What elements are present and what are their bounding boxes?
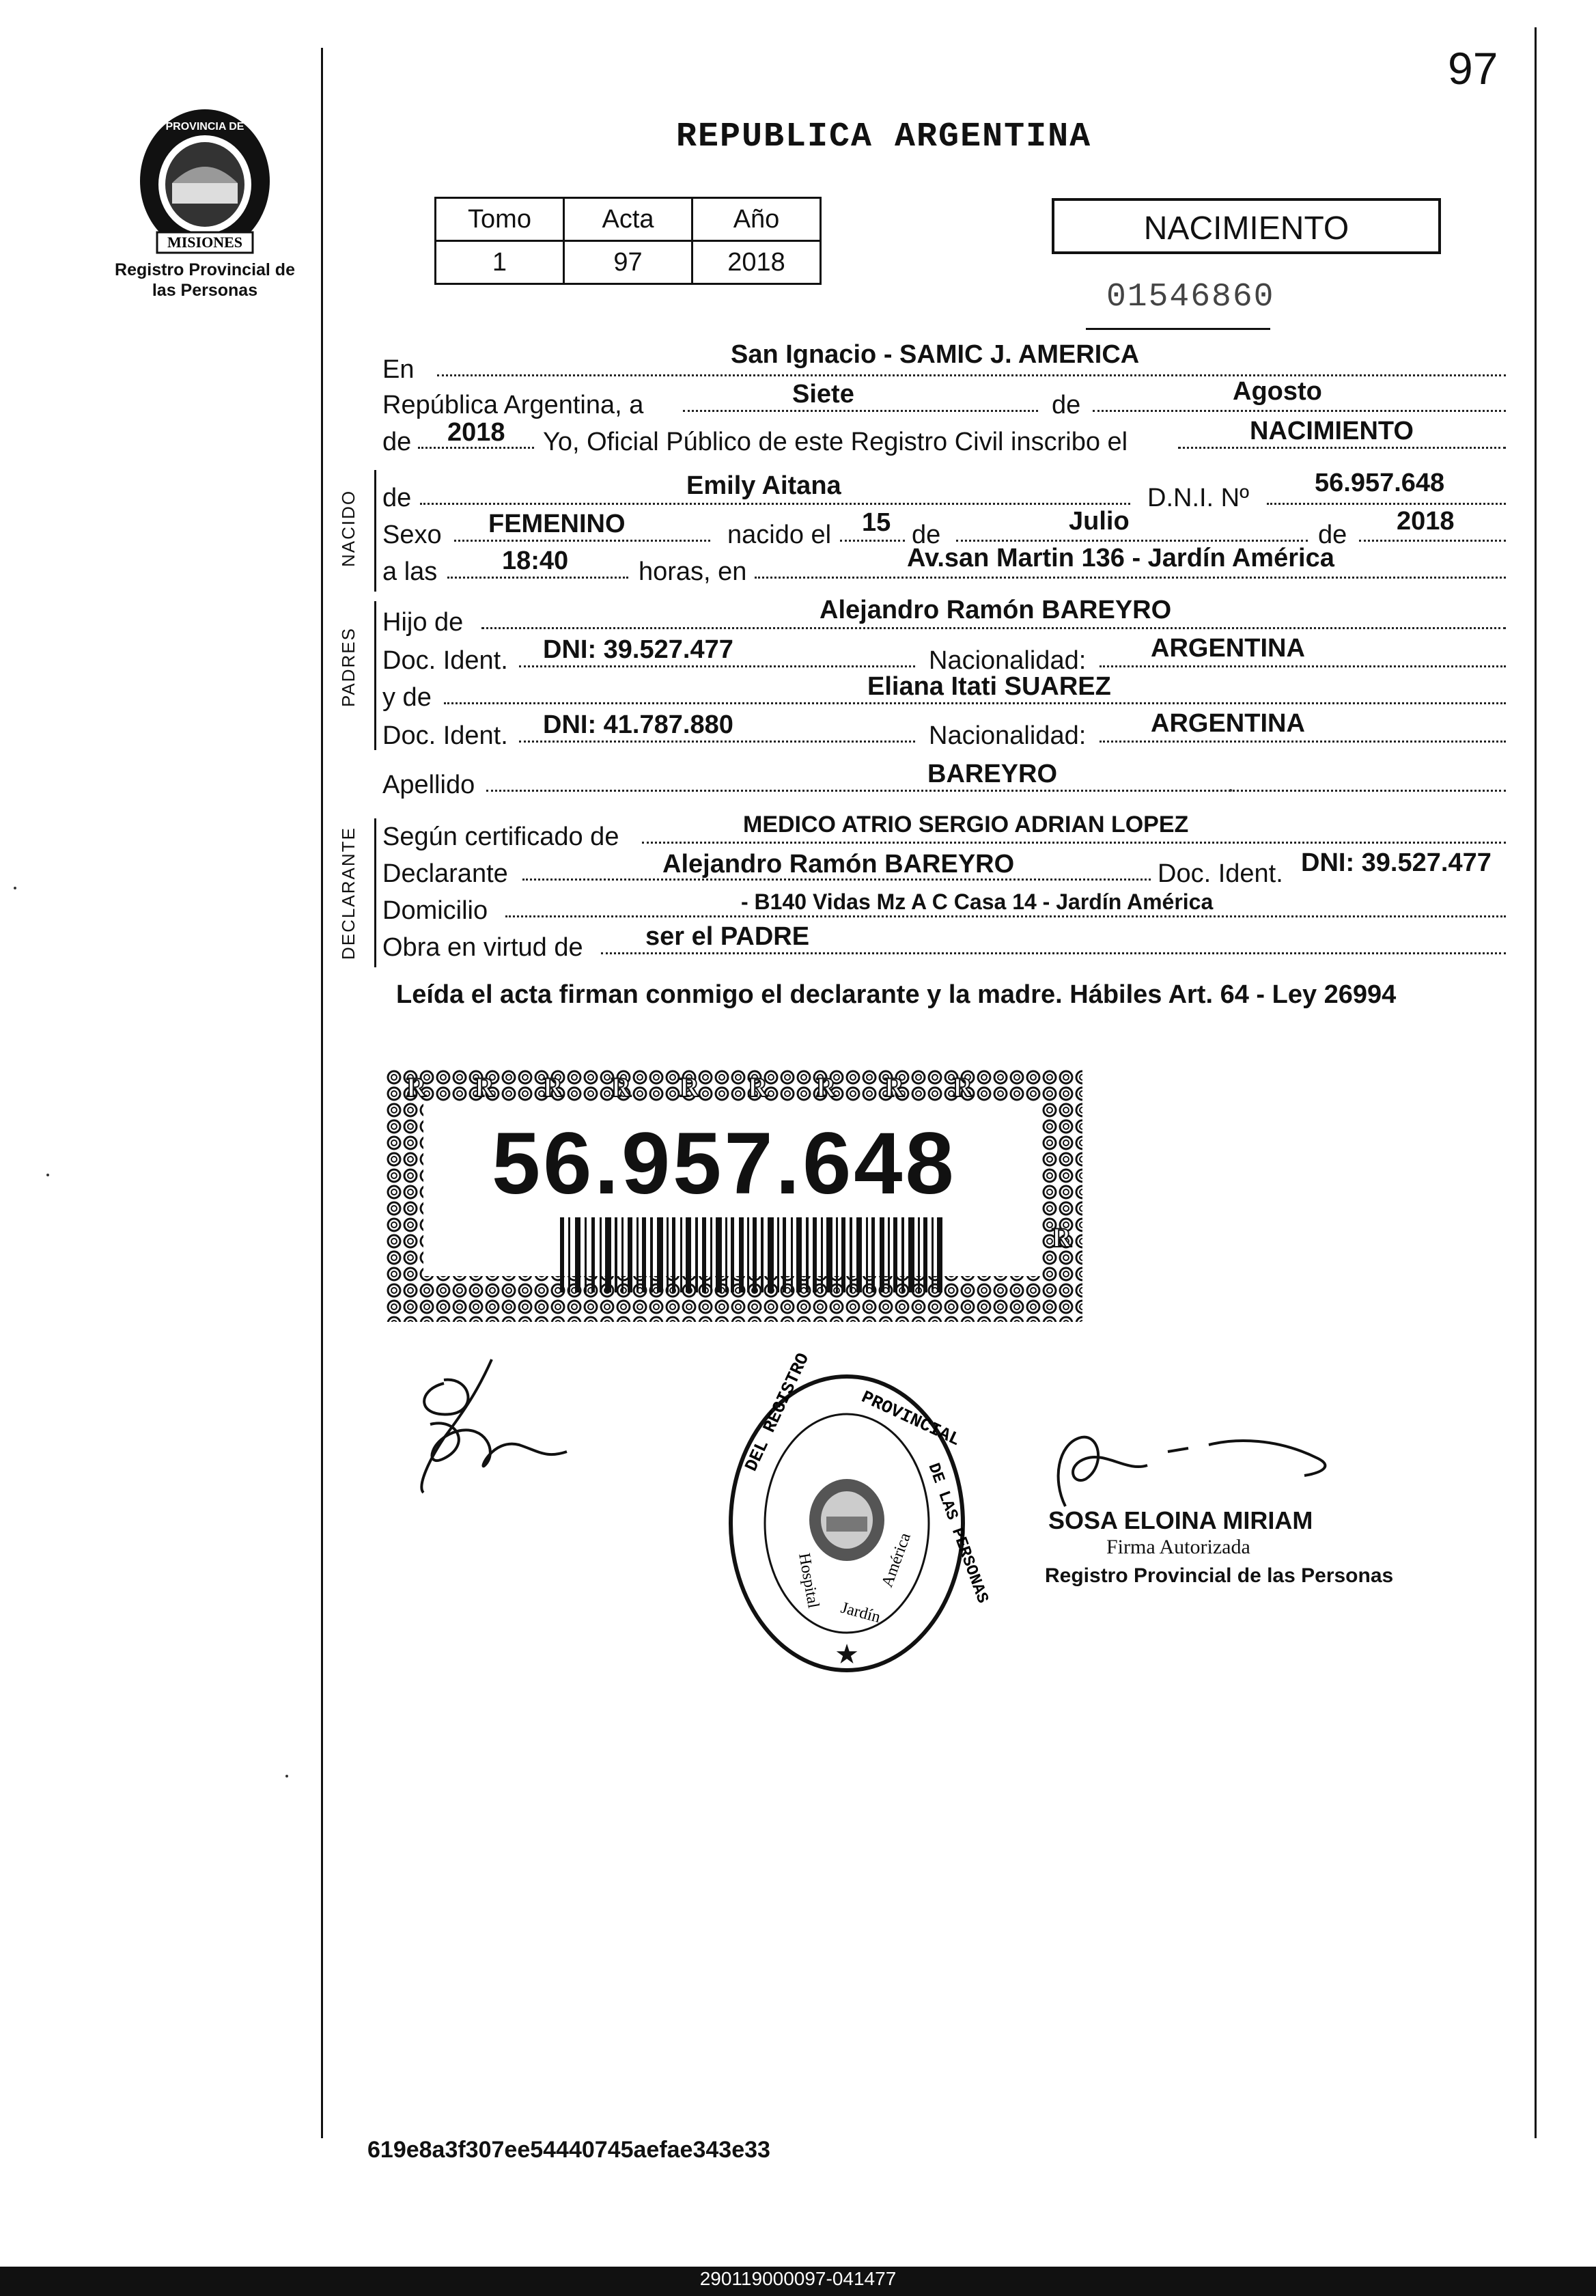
scan-speck (1229, 789, 1232, 792)
obra-label: Obra en virtud de (382, 933, 583, 962)
svg-text:★: ★ (835, 1640, 859, 1670)
birth-time-value: 18:40 (502, 547, 569, 575)
republic-label: República Argentina, a (382, 391, 644, 419)
padres-divider (374, 601, 376, 750)
y-de-label: y de (382, 683, 432, 712)
father-doc-label: Doc. Ident. (382, 646, 508, 675)
domicilio-label: Domicilio (382, 896, 488, 925)
mother-name-value: Eliana Itati SUAREZ (867, 672, 1111, 701)
dotted-line (444, 702, 1506, 704)
dotted-line (1093, 410, 1506, 412)
svg-text:R: R (543, 1072, 563, 1103)
dotted-line (683, 410, 1038, 412)
svg-text:R: R (748, 1072, 768, 1103)
hijo-de-label: Hijo de (382, 608, 464, 637)
birth-month-value: Julio (1069, 507, 1130, 536)
certificate-value: MEDICO ATRIO SERGIO ADRIAN LOPEZ (743, 812, 1189, 838)
page-number: 97 (1448, 43, 1498, 94)
record-type-box: NACIMIENTO (1052, 198, 1441, 254)
nacido-de-label: de (382, 484, 412, 512)
domicilio-value: - B140 Vidas Mz A C Casa 14 - Jardín América (741, 889, 1214, 914)
footer-code: 290119000097-041477 (699, 2268, 897, 2289)
mother-nationality-value: ARGENTINA (1151, 709, 1305, 738)
de-year-label: de (382, 428, 412, 456)
notes-text: Leída el acta firman conmigo el declarante y la madre. Hábiles Art. 64 - Ley 26994 (396, 980, 1397, 1009)
declarante-name-value: Alejandro Ramón BAREYRO (662, 850, 1015, 879)
certificate-label: Según certificado de (382, 822, 619, 851)
dotted-line (642, 842, 1506, 844)
en-label: En (382, 355, 415, 384)
serial-underline (1086, 328, 1270, 330)
father-name-value: Alejandro Ramón BAREYRO (820, 596, 1172, 624)
padres-section-label: PADRES (338, 627, 359, 707)
dotted-line (486, 790, 1506, 792)
act-value: NACIMIENTO (1250, 417, 1414, 445)
serial-number: 01546860 (1106, 279, 1275, 316)
dotted-line (519, 741, 915, 743)
dotted-line (840, 540, 905, 542)
svg-text:R: R (953, 1072, 972, 1103)
statement-text: Yo, Oficial Público de este Registro Civil inscribo el (543, 428, 1128, 456)
dotted-line (1359, 540, 1506, 542)
left-margin-line (321, 48, 323, 2138)
father-doc-value: DNI: 39.527.477 (543, 635, 733, 664)
father-nationality-label: Nacionalidad: (929, 646, 1087, 675)
declarante-label: Declarante (382, 859, 508, 888)
record-header-tomo: Tomo (436, 198, 564, 241)
barcode (560, 1217, 942, 1292)
month-value: Agosto (1233, 377, 1322, 406)
hours-label: horas, en (639, 557, 747, 586)
dotted-line (755, 577, 1506, 579)
sexo-value: FEMENINO (488, 510, 626, 538)
child-name-value: Emily Aitana (686, 471, 841, 500)
mother-doc-value: DNI: 41.787.880 (543, 710, 733, 739)
father-nationality-value: ARGENTINA (1151, 634, 1305, 663)
svg-text:R: R (816, 1072, 836, 1103)
registry-name: Registro Provincial de las Personas (115, 260, 295, 300)
scan-speck (46, 1174, 49, 1176)
birth-year-value: 2018 (1397, 507, 1455, 536)
birth-location-value: Av.san Martin 136 - Jardín América (907, 544, 1334, 572)
record-header-acta: Acta (564, 198, 692, 241)
de-label: de (1052, 391, 1081, 419)
dotted-line (447, 577, 628, 579)
official-stamp (724, 1350, 992, 1677)
registrar-signature (1045, 1417, 1345, 1520)
day-word-value: Siete (792, 380, 854, 409)
dotted-line (1100, 665, 1506, 667)
apellido-label: Apellido (382, 771, 475, 799)
svg-text:PROVINCIA DE: PROVINCIA DE (165, 121, 244, 133)
declarant-signature (403, 1349, 580, 1513)
document-hash: 619e8a3f307ee54440745aefae343e33 (367, 2137, 770, 2163)
svg-text:MISIONES: MISIONES (167, 234, 243, 251)
registrar-office: Registro Provincial de las Personas (1045, 1564, 1394, 1587)
mother-doc-label: Doc. Ident. (382, 721, 508, 750)
child-dni-value: 56.957.648 (1315, 469, 1445, 497)
declarante-divider (374, 818, 376, 967)
time-label: a las (382, 557, 438, 586)
mother-nationality-label: Nacionalidad: (929, 721, 1087, 750)
dotted-line (1267, 503, 1506, 505)
declarante-doc-label: Doc. Ident. (1158, 859, 1283, 888)
dotted-line (437, 374, 1506, 376)
svg-text:R: R (1052, 1222, 1072, 1253)
dotted-line (420, 503, 1130, 505)
dotted-line (505, 915, 1506, 917)
scan-speck (285, 1775, 288, 1778)
svg-text:R: R (611, 1072, 631, 1103)
record-table (434, 197, 822, 285)
declarante-doc-value: DNI: 39.527.477 (1301, 848, 1492, 877)
record-value-acta: 97 (564, 241, 692, 284)
id-number: 56.957.648 (492, 1115, 957, 1213)
dotted-line (519, 665, 915, 667)
provincial-seal-logo (130, 102, 280, 260)
scan-speck (14, 887, 16, 889)
sexo-label: Sexo (382, 521, 442, 549)
dotted-line (1100, 741, 1506, 743)
svg-text:Hospital: Hospital (795, 1551, 822, 1610)
svg-text:R: R (884, 1072, 904, 1103)
record-header-ano: Año (692, 198, 821, 241)
country-title: REPUBLICA ARGENTINA (676, 117, 1092, 156)
apellido-value: BAREYRO (927, 760, 1058, 788)
registrar-title: Firma Autorizada (1106, 1536, 1250, 1558)
svg-text:América: América (878, 1530, 914, 1590)
registrar-name: SOSA ELOINA MIRIAM (1048, 1506, 1313, 1534)
svg-text:Jardín: Jardín (839, 1599, 882, 1627)
right-margin-line (1535, 27, 1537, 2138)
obra-value: ser el PADRE (645, 922, 810, 951)
year-value: 2018 (447, 418, 505, 447)
dotted-line (454, 540, 710, 542)
place-value: San Ignacio - SAMIC J. AMERICA (731, 340, 1140, 369)
dotted-line (1178, 447, 1506, 449)
svg-text:DE LAS PERSONAS: DE LAS PERSONAS (923, 1461, 992, 1606)
de-label: de (1318, 521, 1347, 549)
dni-label: D.N.I. Nº (1147, 484, 1249, 512)
svg-text:PROVINCIAL: PROVINCIAL (858, 1387, 964, 1451)
declarante-section-label: DECLARANTE (338, 827, 359, 960)
dotted-line (956, 540, 1308, 542)
svg-text:R: R (680, 1072, 699, 1103)
svg-text:R: R (475, 1072, 494, 1103)
nacido-section-label: NACIDO (338, 489, 359, 567)
svg-text:DEL REGISTRO: DEL REGISTRO (741, 1350, 814, 1475)
record-value-tomo: 1 (436, 241, 564, 284)
dotted-line (481, 627, 1506, 629)
nacido-el-label: nacido el (727, 521, 832, 549)
svg-text:R: R (406, 1072, 426, 1103)
birth-day-value: 15 (862, 508, 891, 537)
record-value-ano: 2018 (692, 241, 821, 284)
de-label: de (912, 521, 941, 549)
nacido-divider (374, 470, 376, 592)
dotted-line (601, 952, 1506, 954)
